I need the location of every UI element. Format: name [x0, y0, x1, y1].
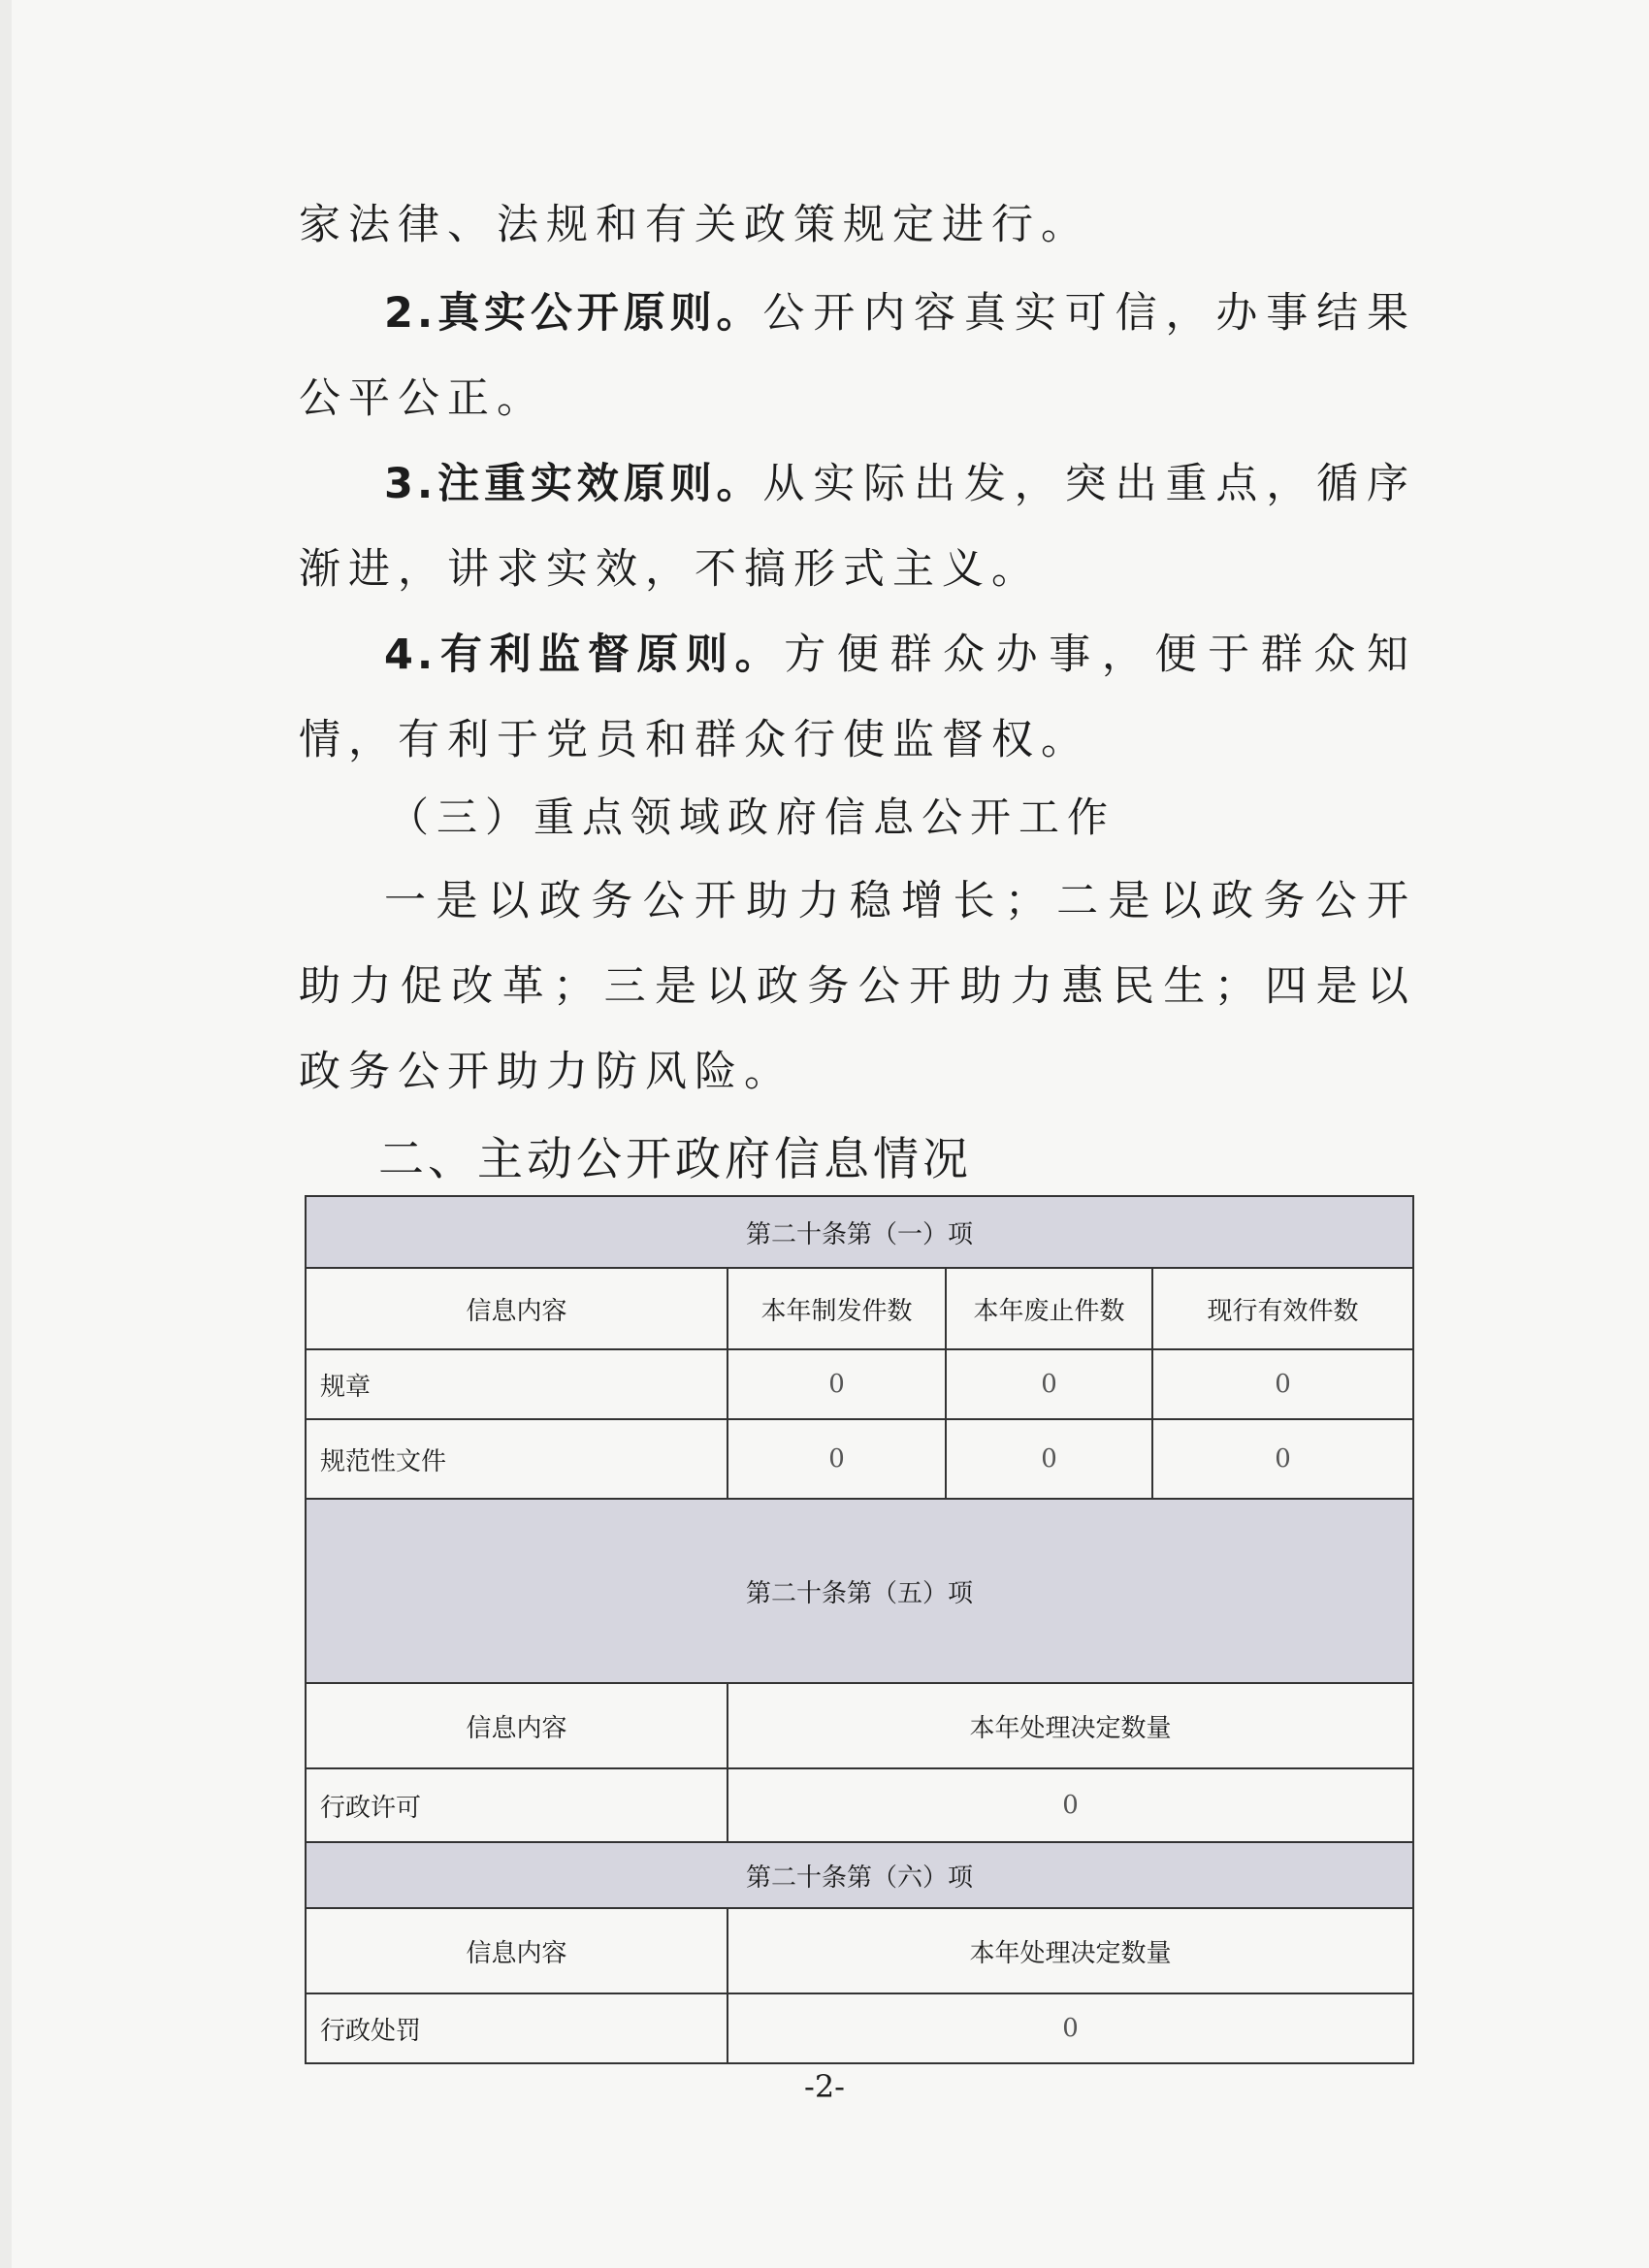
paragraph-principle-2	[299, 271, 1416, 441]
paragraph-lead: 2.真实公开原则。	[384, 289, 763, 338]
scan-edge	[0, 0, 12, 2268]
cell-value: 0	[946, 1349, 1152, 1419]
body-paragraph: 一是以政务公开助力稳增长；二是以政务公开助力促改革；三是以政务公开助力惠民生；四是以政务公开助力防风险。	[299, 877, 1416, 1096]
column-header: 信息内容	[306, 1268, 728, 1349]
column-header: 本年处理决定数量	[728, 1683, 1413, 1768]
subheading: （三）重点领域政府信息公开工作	[388, 794, 1116, 841]
paragraph-text: 公开内容真实可信，办事结果公平公正。	[299, 289, 1416, 423]
paragraph-principle-4	[299, 612, 1416, 783]
paragraph-lead: 4.有利监督原则。	[384, 631, 785, 679]
row-label: 行政处罚	[306, 1993, 728, 2063]
section-title: 二、主动公开政府信息情况	[378, 1133, 972, 1186]
cell-value: 0	[728, 1993, 1413, 2063]
paragraph-text: 家法律、法规和有关政策规定进行。	[299, 201, 1090, 249]
row-label: 规章	[306, 1349, 728, 1419]
table-row	[306, 1993, 1413, 2063]
table-header-row	[306, 1268, 1413, 1349]
paragraph-text: 方便群众办事，便于群众知情，有利于党员和群众行使监督权。	[299, 631, 1416, 764]
table-row	[306, 1768, 1413, 1842]
cell-value: 0	[1152, 1349, 1413, 1419]
paragraph-continued	[299, 182, 1416, 268]
table-header-row	[306, 1683, 1413, 1768]
column-header: 信息内容	[306, 1908, 728, 1993]
table-band-row	[306, 1842, 1413, 1908]
table-row	[306, 1419, 1413, 1499]
section-band-art20-1: 第二十条第（一）项	[306, 1196, 1413, 1268]
column-header: 现行有效件数	[1152, 1268, 1413, 1349]
column-header: 信息内容	[306, 1683, 728, 1768]
column-header: 本年废止件数	[946, 1268, 1152, 1349]
cell-value: 0	[728, 1349, 946, 1419]
paragraph-principle-3	[299, 441, 1416, 612]
row-label: 规范性文件	[306, 1419, 728, 1499]
cell-value: 0	[728, 1768, 1413, 1842]
page-number: -2-	[804, 2068, 845, 2105]
table-header-row	[306, 1908, 1413, 1993]
table-row	[306, 1349, 1413, 1419]
table-band-row	[306, 1196, 1413, 1268]
section-band-art20-6: 第二十条第（六）项	[306, 1842, 1413, 1908]
disclosure-table	[305, 1195, 1414, 2064]
row-label: 行政许可	[306, 1768, 728, 1842]
column-header: 本年处理决定数量	[728, 1908, 1413, 1993]
cell-value: 0	[946, 1419, 1152, 1499]
paragraph-text: 从实际出发，突出重点，循序渐进，讲求实效，不搞形式主义。	[299, 460, 1416, 594]
table-band-row	[306, 1499, 1413, 1683]
section-band-art20-5: 第二十条第（五）项	[306, 1499, 1413, 1683]
cell-value: 0	[728, 1419, 946, 1499]
column-header: 本年制发件数	[728, 1268, 946, 1349]
cell-value: 0	[1152, 1419, 1413, 1499]
paragraph-lead: 3.注重实效原则。	[384, 460, 763, 508]
